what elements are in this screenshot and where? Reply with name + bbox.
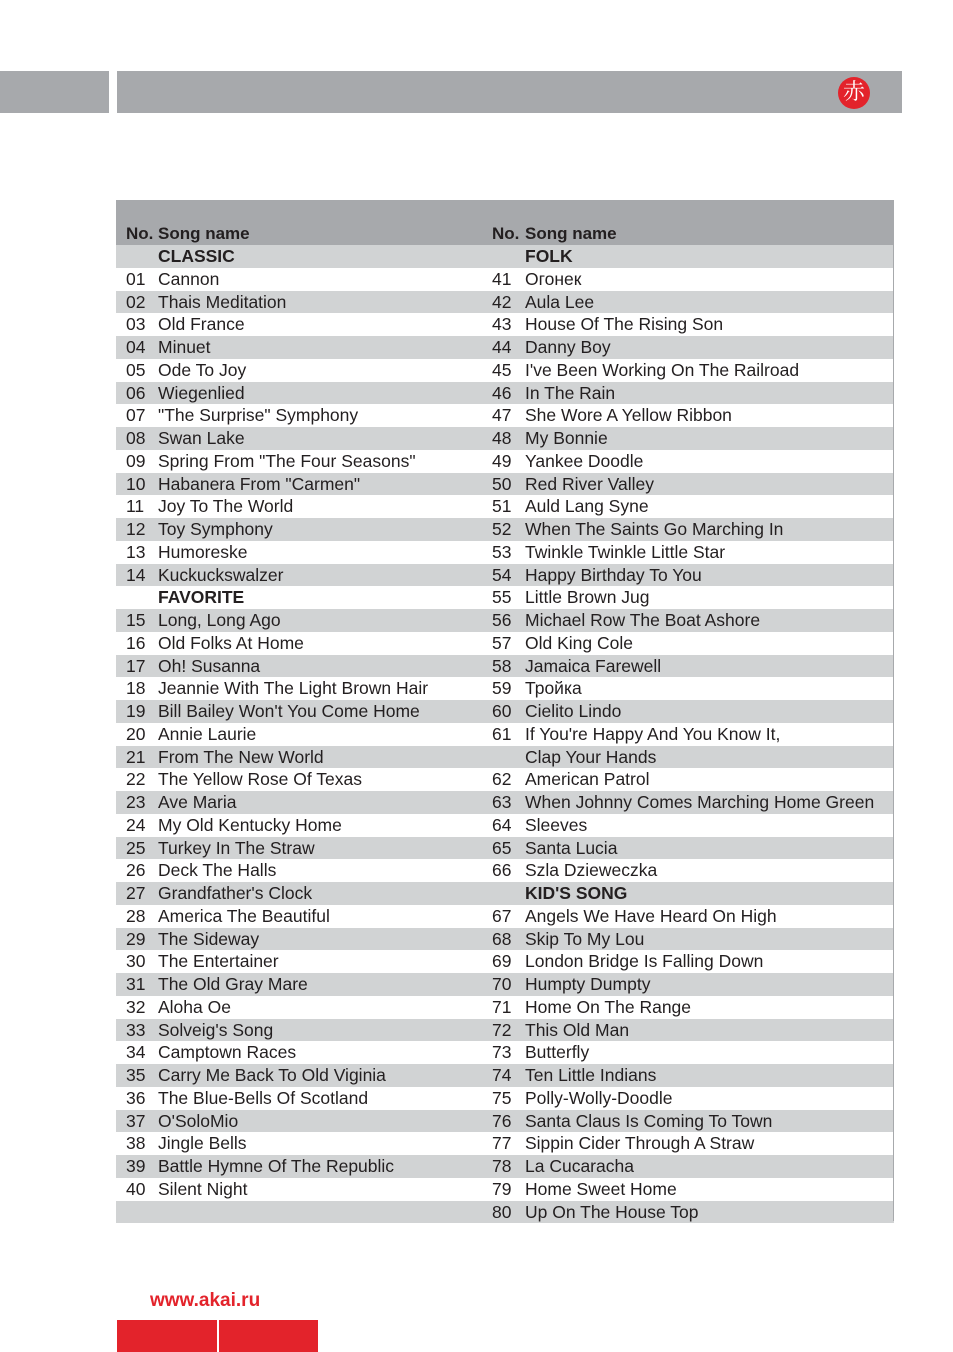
table-row — [116, 723, 894, 746]
table-row — [116, 973, 894, 996]
song-number: 58 — [492, 655, 512, 676]
song-name: Ode To Joy — [158, 359, 247, 380]
song-name: Carry Me Back To Old Viginia — [158, 1065, 386, 1085]
song-name: The Old Gray Mare — [158, 974, 308, 994]
table-row — [116, 427, 894, 450]
song-name: Огонек — [525, 268, 582, 289]
akai-logo-icon: 赤 — [838, 77, 870, 109]
song-number: 36 — [126, 1087, 146, 1108]
song-number: 61 — [492, 723, 512, 744]
table-row — [116, 245, 894, 268]
song-number: 04 — [126, 337, 146, 357]
song-number: 09 — [126, 450, 146, 471]
song-name: Toy Symphony — [158, 519, 273, 539]
song-name: House Of The Rising Son — [525, 314, 724, 335]
table-top-band — [116, 200, 894, 223]
song-number: 02 — [126, 291, 146, 312]
song-name: She Wore A Yellow Ribbon — [525, 405, 732, 426]
song-name: Michael Row The Boat Ashore — [525, 610, 761, 630]
song-number: 70 — [492, 974, 512, 994]
song-number: 07 — [126, 405, 146, 426]
song-name: Sippin Cider Through A Straw — [525, 1133, 755, 1154]
table-row — [116, 632, 894, 655]
song-name: Jamaica Farewell — [525, 655, 662, 676]
song-name: My Bonnie — [525, 428, 608, 448]
song-number: 45 — [492, 359, 512, 380]
song-number: 17 — [126, 655, 146, 676]
header-no-left: No. — [126, 224, 154, 243]
table-row — [116, 586, 894, 609]
table-row — [116, 768, 894, 791]
song-number: 76 — [492, 1110, 512, 1131]
song-number: 56 — [492, 610, 512, 630]
song-number: 01 — [126, 268, 146, 289]
song-name: Angels We Have Heard On High — [525, 905, 777, 926]
song-number: 16 — [126, 632, 146, 653]
song-name: Santa Claus Is Coming To Town — [525, 1110, 773, 1131]
table-row — [116, 996, 894, 1019]
song-number: 19 — [126, 701, 146, 721]
song-name: Yankee Doodle — [525, 450, 644, 471]
song-name: Wiegenlied — [158, 382, 245, 403]
table-row — [116, 905, 894, 928]
song-number: 63 — [492, 792, 512, 812]
song-name: Clap Your Hands — [525, 746, 657, 767]
song-number: 26 — [126, 860, 146, 881]
song-name: Aula Lee — [525, 291, 595, 312]
footer-bar-left — [117, 1320, 217, 1352]
song-name: Solveig's Song — [158, 1019, 274, 1040]
table-row — [116, 655, 894, 678]
song-name: Ten Little Indians — [525, 1065, 657, 1085]
song-number: 06 — [126, 382, 146, 403]
table-row — [116, 700, 894, 723]
song-name: O'SoloMio — [158, 1110, 239, 1131]
song-number: 28 — [126, 905, 146, 926]
table-row — [116, 1041, 894, 1064]
table-row — [116, 495, 894, 518]
song-name: America The Beautiful — [158, 905, 330, 926]
song-number: 44 — [492, 337, 512, 357]
song-number: 60 — [492, 701, 512, 721]
song-number: 35 — [126, 1065, 146, 1085]
song-number: 34 — [126, 1042, 146, 1063]
song-number: 62 — [492, 769, 512, 790]
song-name: American Patrol — [525, 769, 650, 790]
table-row — [116, 1087, 894, 1110]
table-row — [116, 882, 894, 905]
song-number: 79 — [492, 1178, 512, 1199]
song-name: Cielito Lindo — [525, 701, 622, 721]
song-number — [126, 586, 156, 609]
song-name: Cannon — [158, 268, 220, 289]
table-row — [116, 837, 894, 860]
song-name: Bill Bailey Won't You Come Home — [158, 701, 420, 721]
song-name: Danny Boy — [525, 337, 611, 357]
table-row — [116, 609, 894, 632]
song-name: Home Sweet Home — [525, 1178, 677, 1199]
song-name: Jeannie With The Light Brown Hair — [158, 678, 429, 699]
song-name: Sleeves — [525, 814, 588, 835]
song-name: Spring From "The Four Seasons" — [158, 450, 416, 471]
song-number: 32 — [126, 996, 146, 1017]
song-name: This Old Man — [525, 1019, 630, 1040]
table-row — [116, 541, 894, 564]
header-song-name-left: Song name — [158, 224, 250, 243]
song-name — [158, 1201, 478, 1224]
song-number: 25 — [126, 837, 146, 858]
song-name: In The Rain — [525, 382, 616, 403]
song-number: 24 — [126, 814, 146, 835]
song-name: "The Surprise" Symphony — [158, 405, 359, 426]
song-name: Long, Long Ago — [158, 610, 281, 630]
table-row — [116, 382, 894, 405]
table-row — [116, 746, 894, 769]
song-name: If You're Happy And You Know It, — [525, 723, 781, 744]
song-name: The Yellow Rose Of Texas — [158, 769, 362, 790]
table-row — [116, 791, 894, 814]
song-name: I've Been Working On The Railroad — [525, 359, 800, 380]
song-number: 47 — [492, 405, 512, 426]
song-number: 23 — [126, 792, 146, 812]
category-heading: FOLK — [525, 246, 573, 266]
table-row — [116, 1019, 894, 1042]
song-name: Polly-Wolly-Doodle — [525, 1087, 673, 1108]
song-name: Home On The Range — [525, 996, 692, 1017]
song-name: Auld Lang Syne — [525, 496, 649, 517]
song-number: 03 — [126, 314, 146, 335]
table-row — [116, 1155, 894, 1178]
category-heading: FAVORITE — [158, 587, 245, 608]
song-number: 66 — [492, 860, 512, 881]
song-name: Happy Birthday To You — [525, 564, 702, 585]
song-number: 38 — [126, 1133, 146, 1154]
song-name: Santa Lucia — [525, 837, 618, 858]
song-number: 78 — [492, 1156, 512, 1176]
song-name: Silent Night — [158, 1178, 248, 1199]
song-number — [126, 245, 156, 268]
table-row — [116, 928, 894, 951]
song-name: Up On The House Top — [525, 1201, 699, 1222]
table-header-row — [116, 223, 894, 245]
song-name: From The New World — [158, 746, 324, 767]
song-name: The Blue-Bells Of Scotland — [158, 1087, 369, 1108]
song-number — [126, 1201, 156, 1224]
song-name: Minuet — [158, 337, 211, 357]
header-band-left — [0, 71, 109, 113]
song-number: 54 — [492, 564, 512, 585]
song-number: 64 — [492, 814, 512, 835]
song-number: 65 — [492, 837, 512, 858]
table-row — [116, 336, 894, 359]
song-number: 43 — [492, 314, 512, 335]
song-name: Old Folks At Home — [158, 632, 304, 653]
song-name: The Sideway — [158, 928, 260, 949]
table-row — [116, 359, 894, 382]
song-number: 33 — [126, 1019, 146, 1040]
song-name: Ave Maria — [158, 792, 237, 812]
song-name: Aloha Oe — [158, 996, 231, 1017]
category-heading: KID'S SONG — [525, 883, 628, 903]
song-number: 37 — [126, 1110, 146, 1131]
song-number: 13 — [126, 541, 146, 562]
song-name: Grandfather's Clock — [158, 883, 313, 903]
song-name: Red River Valley — [525, 473, 655, 494]
song-name: When Johnny Comes Marching Home Green — [525, 792, 875, 812]
table-row — [116, 291, 894, 314]
header-band — [117, 71, 902, 113]
song-number: 75 — [492, 1087, 512, 1108]
song-name: Humoreske — [158, 541, 248, 562]
song-number: 72 — [492, 1019, 512, 1040]
table-row — [116, 1132, 894, 1155]
table-row — [116, 1178, 894, 1201]
song-number: 18 — [126, 678, 146, 699]
table-row — [116, 677, 894, 700]
song-number: 27 — [126, 883, 146, 903]
song-name: Jingle Bells — [158, 1133, 247, 1154]
header-no-right: No. — [492, 224, 520, 243]
song-number: 29 — [126, 928, 146, 949]
song-name: Little Brown Jug — [525, 587, 650, 608]
song-number: 15 — [126, 610, 146, 630]
song-number: 69 — [492, 951, 512, 972]
table-row — [116, 450, 894, 473]
song-number: 57 — [492, 632, 512, 653]
table-row — [116, 1064, 894, 1087]
song-name: Habanera From "Carmen" — [158, 473, 361, 494]
song-table — [116, 200, 894, 1221]
song-number: 10 — [126, 473, 146, 494]
song-name: Тройка — [525, 678, 582, 699]
song-name: Thais Meditation — [158, 291, 287, 312]
song-name: Battle Hymne Of The Republic — [158, 1156, 395, 1176]
table-row — [116, 518, 894, 541]
website-link[interactable]: www.akai.ru — [150, 1290, 261, 1311]
song-number: 41 — [492, 268, 512, 289]
song-name: The Entertainer — [158, 951, 279, 972]
song-name: Twinkle Twinkle Little Star — [525, 541, 726, 562]
song-name: London Bridge Is Falling Down — [525, 951, 764, 972]
song-number: 68 — [492, 928, 512, 949]
song-name: Humpty Dumpty — [525, 974, 651, 994]
song-name: Kuckuckswalzer — [158, 564, 284, 585]
song-number: 12 — [126, 519, 146, 539]
song-name: Szla Dzieweczka — [525, 860, 658, 881]
song-number: 50 — [492, 473, 512, 494]
table-row — [116, 564, 894, 587]
song-number: 20 — [126, 723, 146, 744]
category-heading: CLASSIC — [158, 246, 235, 266]
song-number: 46 — [492, 382, 512, 403]
song-number: 11 — [126, 496, 145, 517]
song-number: 14 — [126, 564, 146, 585]
song-number: 40 — [126, 1178, 146, 1199]
table-right-border — [893, 245, 894, 1221]
song-name: My Old Kentucky Home — [158, 814, 342, 835]
song-name: Oh! Susanna — [158, 655, 261, 676]
song-number: 73 — [492, 1042, 512, 1063]
song-number — [492, 245, 522, 268]
song-name: Joy To The World — [158, 496, 294, 517]
table-row — [116, 473, 894, 496]
song-number: 08 — [126, 428, 146, 448]
song-name: Old King Cole — [525, 632, 633, 653]
song-name: Old France — [158, 314, 245, 335]
header-song-name-right: Song name — [525, 224, 617, 243]
song-number — [492, 882, 522, 905]
table-row — [116, 268, 894, 291]
song-number: 67 — [492, 905, 512, 926]
song-number: 51 — [492, 496, 512, 517]
song-name: Annie Laurie — [158, 723, 257, 744]
song-number — [492, 746, 522, 769]
song-number: 22 — [126, 769, 146, 790]
song-name: Skip To My Lou — [525, 928, 645, 949]
song-number: 42 — [492, 291, 512, 312]
song-number: 48 — [492, 428, 512, 448]
song-name: Swan Lake — [158, 428, 245, 448]
song-number: 74 — [492, 1065, 512, 1085]
song-number: 55 — [492, 587, 512, 608]
song-number: 21 — [126, 746, 146, 767]
song-number: 80 — [492, 1201, 512, 1222]
table-row — [116, 404, 894, 427]
song-number: 05 — [126, 359, 146, 380]
song-number: 39 — [126, 1156, 146, 1176]
song-number: 59 — [492, 678, 512, 699]
song-number: 31 — [126, 974, 146, 994]
song-name: Camptown Races — [158, 1042, 297, 1063]
table-row — [116, 1201, 894, 1224]
song-number: 53 — [492, 541, 512, 562]
song-number: 52 — [492, 519, 512, 539]
song-number: 77 — [492, 1133, 512, 1154]
song-name: Butterfly — [525, 1042, 590, 1063]
table-row — [116, 1110, 894, 1133]
song-name: Turkey In The Straw — [158, 837, 315, 858]
song-number: 30 — [126, 951, 146, 972]
table-row — [116, 814, 894, 837]
song-name: When The Saints Go Marching In — [525, 519, 784, 539]
table-row — [116, 950, 894, 973]
song-number: 49 — [492, 450, 512, 471]
table-row — [116, 859, 894, 882]
song-name: La Cucaracha — [525, 1156, 634, 1176]
footer-bar-right — [219, 1320, 318, 1352]
song-name: Deck The Halls — [158, 860, 277, 881]
song-number: 71 — [492, 996, 512, 1017]
table-row — [116, 313, 894, 336]
